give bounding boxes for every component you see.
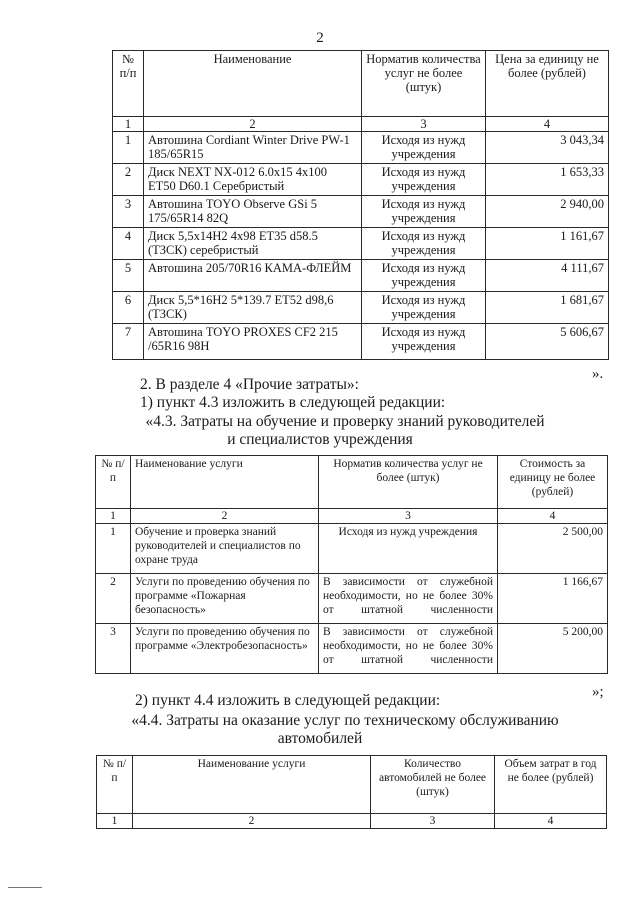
- table-header-row: [96, 456, 608, 509]
- col-num: 4: [495, 814, 607, 829]
- section-2-intro: 2. В разделе 4 «Прочие затраты»:: [140, 376, 359, 393]
- item-name: Автошина Cordiant Winter Drive PW-1 185/65R15: [144, 132, 362, 164]
- column-number-row: [97, 814, 607, 829]
- col-num: 4: [498, 509, 608, 524]
- header-number: № п/п: [96, 456, 131, 509]
- table-header-row: [113, 51, 609, 117]
- row-number: 4: [113, 228, 144, 260]
- table-row: [113, 164, 609, 196]
- header-name: Наименование услуги: [131, 456, 319, 509]
- item-name: Автошина 205/70R16 КАМА-ФЛЕЙМ: [144, 260, 362, 292]
- row-number: 2: [113, 164, 144, 196]
- heading-4-4-line1: «4.4. Затраты на оказание услуг по техническому обслуживанию: [131, 712, 559, 729]
- item-name: Автошина TOYO PROXES CF2 215 /65R16 98H: [144, 324, 362, 360]
- service-norm: В зависимости от служебной необходимости, но не более 30% от штатной численности: [319, 574, 498, 624]
- item-price: 1 681,67: [486, 292, 609, 324]
- service-name: Услуги по проведению обучения по программе «Электробезопасность»: [131, 624, 319, 674]
- heading-4-3-line2: и специалистов учреждения: [227, 431, 413, 448]
- header-name: Наименование услуги: [133, 756, 371, 814]
- item-price: 1 161,67: [486, 228, 609, 260]
- col-num: 1: [97, 814, 133, 829]
- table2-closing-quote: »;: [592, 684, 604, 700]
- service-name: Услуги по проведению обучения по программе «Пожарная безопасность»: [131, 574, 319, 624]
- table-row: [113, 228, 609, 260]
- item-name: Диск 5,5x14H2 4x98 ET35 d58.5 (ТЗСК) серебристый: [144, 228, 362, 260]
- heading-4-4-line2: автомобилей: [277, 730, 363, 747]
- service-price: 2 500,00: [498, 524, 608, 574]
- section-3-clause: 2) пункт 4.4 изложить в следующей редакции:: [135, 692, 441, 709]
- col-num: 3: [319, 509, 498, 524]
- row-number: 5: [113, 260, 144, 292]
- item-norm: Исходя из нужд учреждения: [362, 164, 486, 196]
- page-number: 2: [316, 30, 324, 46]
- table1-closing-quote: ».: [592, 366, 604, 382]
- item-name: Диск 5,5*16H2 5*139.7 ET52 d98,6 (ТЗСК): [144, 292, 362, 324]
- col-num: 3: [371, 814, 495, 829]
- table-row: [96, 524, 608, 574]
- item-name: Автошина TOYO Observe GSi 5 175/65R14 82Q: [144, 196, 362, 228]
- service-price: 1 166,67: [498, 574, 608, 624]
- table-row: [96, 624, 608, 674]
- item-norm: Исходя из нужд учреждения: [362, 324, 486, 360]
- item-price: 4 111,67: [486, 260, 609, 292]
- row-number: 6: [113, 292, 144, 324]
- row-number: 3: [113, 196, 144, 228]
- table-row: [96, 574, 608, 624]
- item-name: Диск NEXT NX-012 6.0x15 4x100 ET50 D60.1 Серебристый: [144, 164, 362, 196]
- item-norm: Исходя из нужд учреждения: [362, 196, 486, 228]
- header-price: Стоимость за единицу не более (рублей): [498, 456, 608, 509]
- item-price: 2 940,00: [486, 196, 609, 228]
- service-name: Обучение и проверка знаний руководителей и специалистов по охране труда: [131, 524, 319, 574]
- tires-table: [112, 50, 609, 360]
- table-row: [113, 132, 609, 164]
- header-cost: Объем затрат в год не более (рублей): [495, 756, 607, 814]
- col-num: 3: [362, 117, 486, 132]
- training-table: [95, 455, 608, 674]
- item-norm: Исходя из нужд учреждения: [362, 260, 486, 292]
- heading-4-3-line1: «4.3. Затраты на обучение и проверку знаний руководителей: [145, 413, 545, 430]
- item-price: 3 043,34: [486, 132, 609, 164]
- table-row: [113, 260, 609, 292]
- section-2-clause: 1) пункт 4.3 изложить в следующей редакции:: [140, 394, 446, 411]
- header-number: № п/п: [113, 51, 144, 117]
- header-norm: Норматив количества услуг не более (штук): [362, 51, 486, 117]
- col-num: 2: [131, 509, 319, 524]
- header-count: Количество автомобилей не более (штук): [371, 756, 495, 814]
- col-num: 1: [96, 509, 131, 524]
- col-num: 4: [486, 117, 609, 132]
- item-norm: Исходя из нужд учреждения: [362, 292, 486, 324]
- column-number-row: [96, 509, 608, 524]
- header-name: Наименование: [144, 51, 362, 117]
- item-price: 5 606,67: [486, 324, 609, 360]
- row-number: 1: [113, 132, 144, 164]
- col-num: 1: [113, 117, 144, 132]
- item-price: 1 653,33: [486, 164, 609, 196]
- service-price: 5 200,00: [498, 624, 608, 674]
- footer-rule: [8, 887, 42, 888]
- header-norm: Норматив количества услуг не более (штук): [319, 456, 498, 509]
- header-price: Цена за единицу не более (рублей): [486, 51, 609, 117]
- column-number-row: [113, 117, 609, 132]
- maintenance-table: [96, 755, 607, 829]
- col-num: 2: [144, 117, 362, 132]
- row-number: 3: [96, 624, 131, 674]
- table-row: [113, 292, 609, 324]
- table-row: [113, 324, 609, 360]
- item-norm: Исходя из нужд учреждения: [362, 132, 486, 164]
- item-norm: Исходя из нужд учреждения: [362, 228, 486, 260]
- table-row: [113, 196, 609, 228]
- col-num: 2: [133, 814, 371, 829]
- row-number: 2: [96, 574, 131, 624]
- table-header-row: [97, 756, 607, 814]
- service-norm: Исходя из нужд учреждения: [319, 524, 498, 574]
- header-number: № п/п: [97, 756, 133, 814]
- row-number: 1: [96, 524, 131, 574]
- service-norm: В зависимости от служебной необходимости, но не более 30% от штатной численности: [319, 624, 498, 674]
- row-number: 7: [113, 324, 144, 360]
